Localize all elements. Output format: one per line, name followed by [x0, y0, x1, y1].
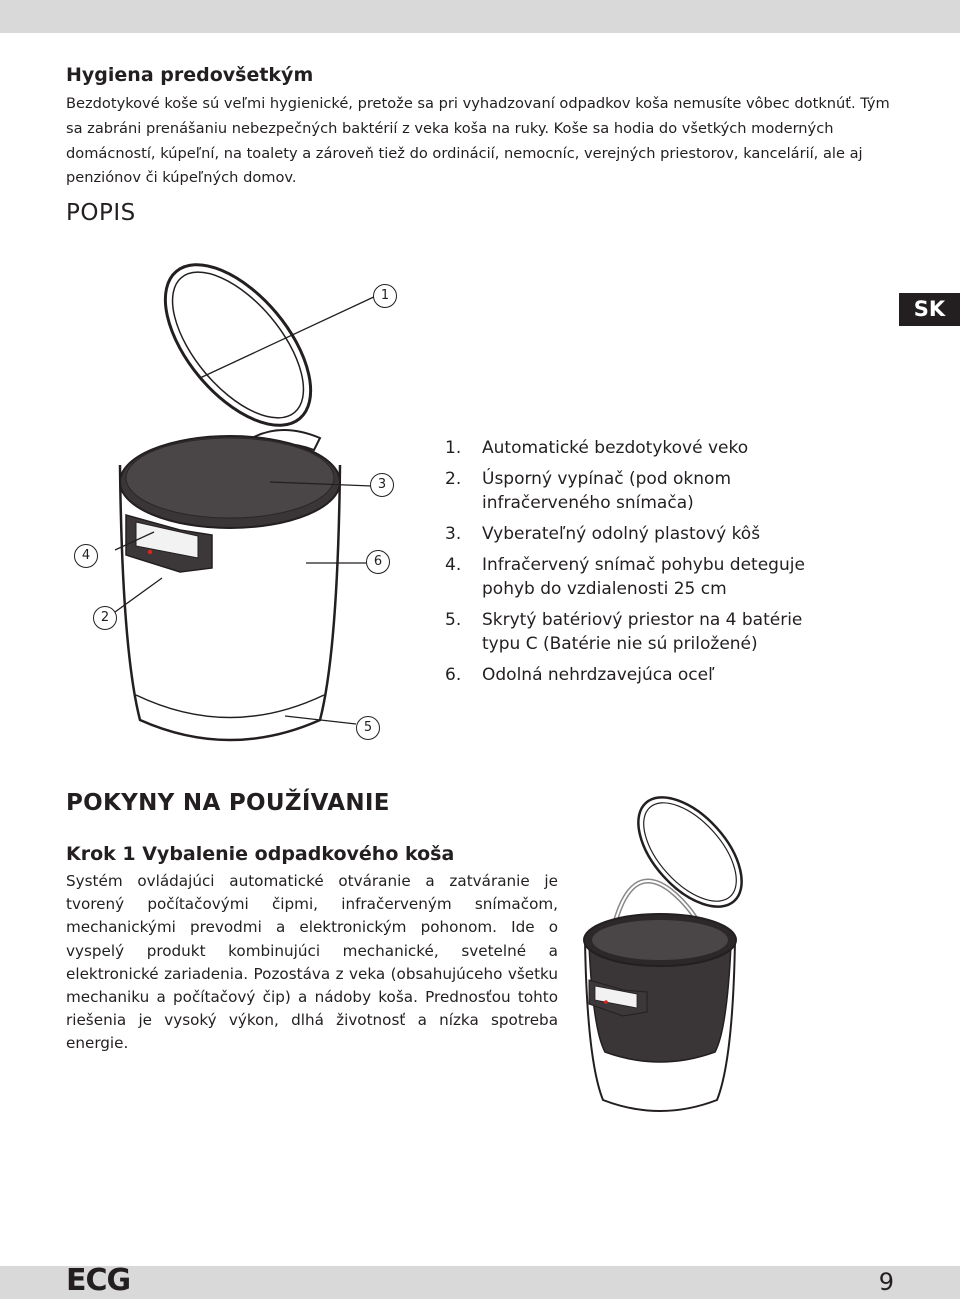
part-number: 4. [445, 555, 462, 575]
indicator-light-icon [148, 550, 152, 554]
callout-5: 5 [356, 716, 380, 740]
parts-list-item [445, 608, 805, 656]
part-text: Vyberateľný odolný plastový kôš [482, 524, 761, 544]
popis-heading: POPIS [66, 200, 136, 226]
usage-heading: POKYNY NA POUŽÍVANIE [66, 790, 390, 816]
ecg-logo: ECG [66, 1263, 131, 1298]
bin-drawing [70, 250, 430, 750]
bin-with-bucket-illustration [575, 790, 775, 1120]
parts-list-item [445, 663, 805, 687]
parts-list-item [445, 436, 805, 460]
part-number: 5. [445, 610, 462, 630]
bottom-bar [0, 1266, 960, 1299]
part-text: Infračervený snímač pohybu deteguje pohyb do vzdialenosti 25 cm [482, 555, 805, 599]
callout-1: 1 [373, 284, 397, 308]
page-number: 9 [878, 1268, 894, 1296]
language-tab: SK [899, 293, 960, 326]
part-number: 2. [445, 469, 462, 489]
indicator-light-icon [604, 1000, 608, 1004]
part-number: 6. [445, 665, 462, 685]
callout-4: 4 [74, 544, 98, 568]
parts-list-item [445, 522, 805, 546]
part-text: Automatické bezdotykové veko [482, 438, 749, 458]
bin-bucket-drawing [575, 790, 775, 1120]
part-text: Úsporný vypínač (pod oknom infračerveného snímača) [482, 469, 731, 513]
bin-illustration [70, 250, 430, 750]
part-text: Skrytý batériový priestor na 4 batérie typu C (Batérie nie sú priložené) [482, 610, 803, 654]
hygiene-paragraph: Bezdotykové koše sú veľmi hygienické, pretože sa pri vyhadzovaní odpadkov koša nemusíte vôbec dotknúť. Tým sa zabráni prenášaniu nebezpečných baktérií z veka koša na ruky. Koše sa hodia do všetkých moderných domácností, kúpeľní, na toalety a zároveň tiež do ordinácií, nemocníc, verejných priestorov, kancelárií, ale aj penziónov či kúpeľných domov. [66, 95, 890, 187]
callout-2: 2 [93, 606, 117, 630]
top-bar [0, 0, 960, 33]
part-text: Odolná nehrdzavejúca oceľ [482, 665, 715, 685]
parts-list-item [445, 467, 805, 515]
hygiene-heading: Hygiena predovšetkým [66, 64, 314, 86]
parts-list [445, 436, 805, 694]
step1-heading: Krok 1 Vybalenie odpadkového koša [66, 843, 455, 865]
callout-3: 3 [370, 473, 394, 497]
callout-6: 6 [366, 550, 390, 574]
part-number: 1. [445, 438, 462, 458]
step1-paragraph: Systém ovládajúci automatické otváranie a zatváranie je tvorený počítačovými čipmi, infračerveným snímačom, mechanickými prevodmi a elektronickým pohonom. Ide o vyspelý produkt kombinujúci mechanické, svetelné a elektronické zariadenia. Pozostáva z veka (obsahujúceho všetku mechaniku a počítačový čip) a nádoby koša. Prednosťou tohto riešenia je vysoký výkon, dlhá životnosť a nízka spotreba energie. [66, 872, 558, 1053]
part-number: 3. [445, 524, 462, 544]
parts-list-item [445, 553, 805, 601]
